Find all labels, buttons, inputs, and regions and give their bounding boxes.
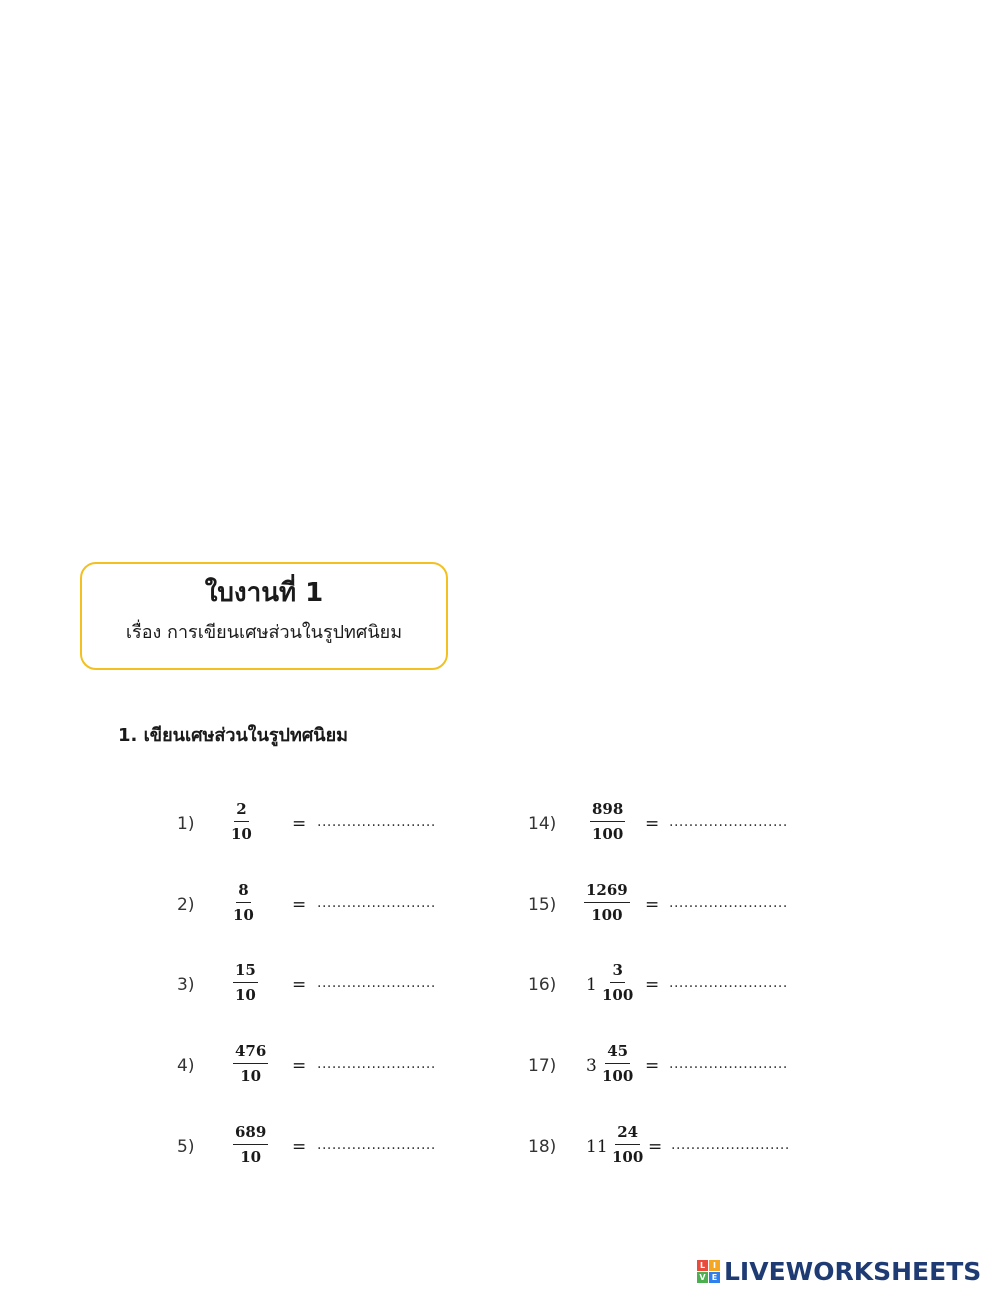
answer-blank[interactable]: ........................ — [317, 1056, 436, 1072]
answer-blank[interactable]: ........................ — [669, 895, 788, 911]
item-number: 17) — [528, 1056, 557, 1076]
item-number: 16) — [528, 975, 557, 995]
denominator: 100 — [602, 1067, 634, 1085]
item-number: 15) — [528, 895, 557, 915]
fraction — [590, 800, 625, 843]
fraction — [231, 800, 252, 843]
equals-sign: = — [645, 895, 660, 915]
equals-sign: = — [292, 814, 307, 834]
equals-sign: = — [292, 975, 307, 995]
answer-blank[interactable]: ........................ — [317, 814, 436, 830]
answer-blank[interactable]: ........................ — [317, 895, 436, 911]
liveworksheets-logo — [697, 1256, 981, 1286]
worksheet-subtitle: เรื่อง การเขียนเศษส่วนในรูปทศนิยม — [125, 622, 403, 643]
item-number: 3) — [177, 975, 195, 995]
denominator: 10 — [240, 1148, 262, 1166]
exercise-item-2 — [177, 881, 477, 933]
worksheet-title: ใบงานที่ 1 — [204, 578, 324, 608]
numerator: 3 — [610, 961, 624, 983]
equals-sign: = — [645, 1056, 660, 1076]
denominator: 100 — [591, 906, 623, 924]
exercise-item-14 — [528, 800, 828, 852]
numerator: 476 — [233, 1042, 268, 1064]
equals-sign: = — [645, 975, 660, 995]
fraction — [233, 1042, 268, 1085]
exercise-item-18 — [528, 1123, 828, 1175]
exercise-item-1 — [177, 800, 477, 852]
equals-sign: = — [292, 895, 307, 915]
whole-number: 11 — [586, 1137, 608, 1157]
whole-number: 3 — [586, 1056, 597, 1076]
answer-blank[interactable]: ........................ — [669, 1056, 788, 1072]
logo-letter: L — [697, 1260, 708, 1271]
answer-blank[interactable]: ........................ — [669, 975, 788, 991]
equals-sign: = — [648, 1137, 663, 1157]
whole-number: 1 — [586, 975, 597, 995]
logo-letter: I — [709, 1260, 720, 1271]
fraction — [602, 961, 633, 1004]
answer-blank[interactable]: ........................ — [317, 1137, 436, 1153]
logo-text: LIVEWORKSHEETS — [724, 1256, 982, 1286]
exercise-item-16 — [528, 961, 828, 1013]
numerator: 2 — [234, 800, 248, 822]
item-number: 4) — [177, 1056, 195, 1076]
item-number: 14) — [528, 814, 557, 834]
item-number: 1) — [177, 814, 195, 834]
equals-sign: = — [645, 814, 660, 834]
denominator: 100 — [612, 1148, 644, 1166]
answer-blank[interactable]: ........................ — [317, 975, 436, 991]
fraction — [612, 1123, 643, 1166]
exercise-item-4 — [177, 1042, 477, 1094]
exercise-item-17 — [528, 1042, 828, 1094]
denominator: 10 — [231, 825, 252, 843]
equals-sign: = — [292, 1056, 307, 1076]
numerator: 898 — [590, 800, 625, 822]
logo-letter: V — [697, 1272, 708, 1283]
exercise-item-15 — [528, 881, 828, 933]
item-number: 2) — [177, 895, 195, 915]
logo-squares-icon — [697, 1260, 720, 1283]
denominator: 10 — [240, 1067, 262, 1085]
instruction-heading: 1. เขียนเศษส่วนในรูปทศนิยม — [118, 725, 348, 746]
logo-letter: E — [709, 1272, 720, 1283]
exercise-item-3 — [177, 961, 477, 1013]
fraction — [233, 881, 254, 924]
answer-blank[interactable]: ........................ — [671, 1137, 790, 1153]
fraction — [233, 961, 258, 1004]
denominator: 10 — [235, 986, 256, 1004]
denominator: 10 — [233, 906, 254, 924]
equals-sign: = — [292, 1137, 307, 1157]
numerator: 15 — [233, 961, 258, 983]
item-number: 18) — [528, 1137, 557, 1157]
worksheet-title-box — [80, 562, 448, 670]
numerator: 45 — [605, 1042, 630, 1064]
fraction — [584, 881, 630, 924]
denominator: 100 — [602, 986, 634, 1004]
numerator: 689 — [233, 1123, 268, 1145]
fraction — [233, 1123, 268, 1166]
fraction — [602, 1042, 633, 1085]
numerator: 1269 — [584, 881, 630, 903]
numerator: 8 — [236, 881, 250, 903]
denominator: 100 — [592, 825, 624, 843]
item-number: 5) — [177, 1137, 195, 1157]
answer-blank[interactable]: ........................ — [669, 814, 788, 830]
exercise-item-5 — [177, 1123, 477, 1175]
numerator: 24 — [615, 1123, 640, 1145]
